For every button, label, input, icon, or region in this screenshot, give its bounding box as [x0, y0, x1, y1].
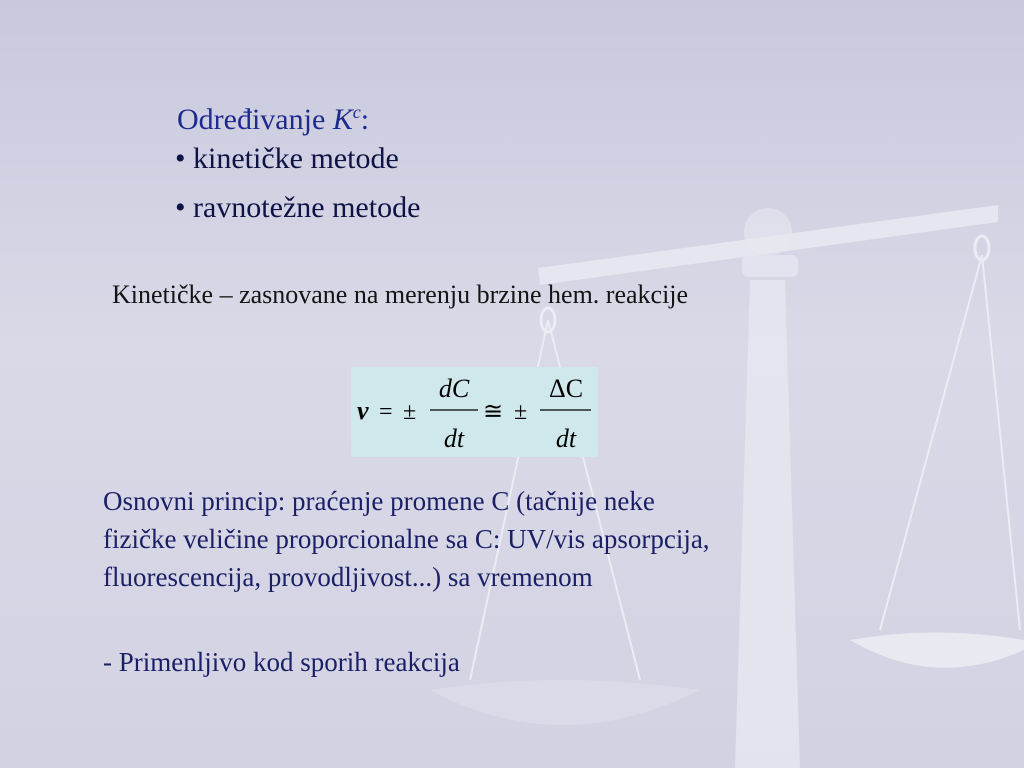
formula-denominator-1: dt — [443, 424, 465, 453]
rate-formula — [351, 367, 598, 457]
formula-numerator-1: dC — [438, 374, 470, 403]
formula-plus-minus-2: ± — [514, 399, 528, 425]
list-item: • ravnotežne metode — [175, 191, 421, 224]
formula-plus-minus-1: ± — [403, 399, 417, 425]
formula-equals: = — [379, 399, 393, 425]
applicability-note: - Primenljivo kod sporih reakcija — [103, 647, 460, 677]
list-item: • kinetičke metode — [175, 142, 399, 175]
formula-approx: ≅ — [483, 399, 504, 425]
rate-formula-svg — [351, 367, 598, 457]
principle-paragraph — [103, 482, 903, 596]
formula-lhs: v — [357, 396, 369, 425]
paragraph-line: fluorescencija, provodljivost...) sa vremenom — [103, 562, 593, 592]
heading-prefix: Određivanje — [177, 103, 333, 136]
kinetic-definition: Kinetičke – zasnovane na merenju brzine hem. reakcije — [112, 280, 689, 309]
heading-superscript: c — [352, 102, 361, 122]
heading-suffix: : — [360, 103, 370, 136]
heading-symbol: K — [332, 103, 353, 136]
formula-numerator-2: ΔC — [548, 374, 584, 403]
formula-denominator-2: dt — [555, 424, 577, 453]
method-list — [175, 134, 420, 232]
paragraph-line: Osnovni princip: praćenje promene C (tačnije neke — [103, 486, 655, 516]
paragraph-line: fizičke veličine proporcionalne sa C: UV/vis apsorpcija, — [103, 524, 710, 554]
